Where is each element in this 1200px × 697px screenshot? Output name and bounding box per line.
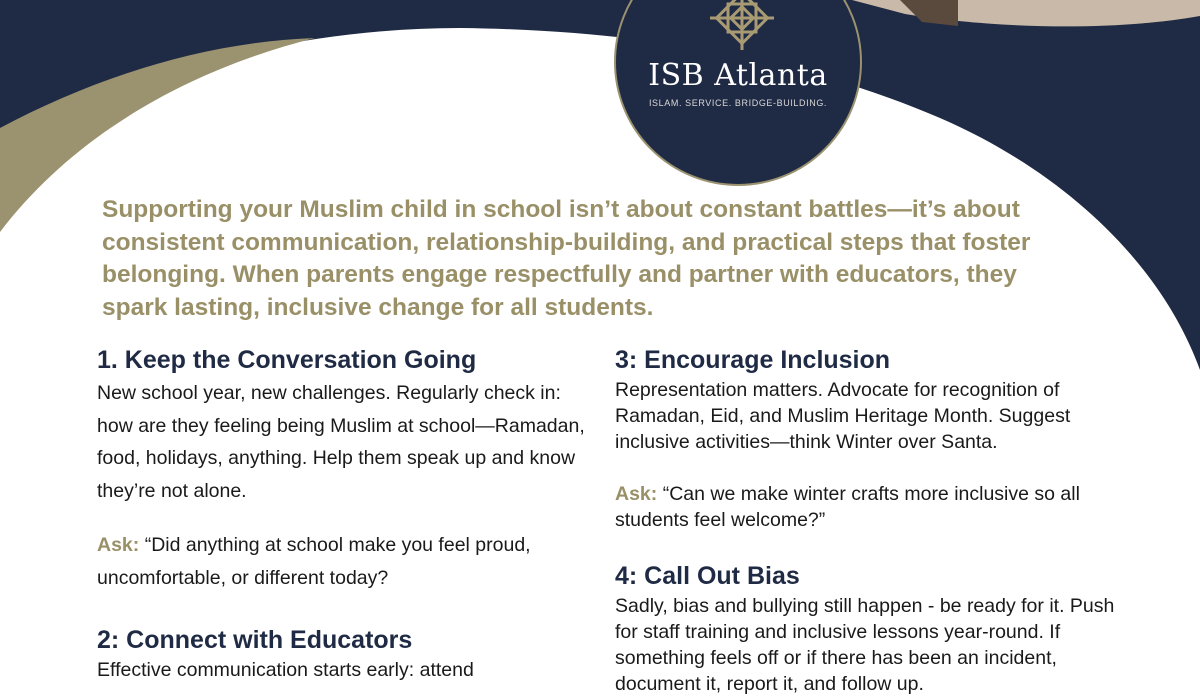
ask-label: Ask: xyxy=(615,483,658,505)
geometric-knot-icon xyxy=(704,0,780,54)
section-title: 3: Encourage Inclusion xyxy=(615,346,891,374)
brand-name: ISB Atlanta xyxy=(648,58,828,93)
section-body: Sadly, bias and bullying still happen - be ready for it. Push for staff training and inclusive lessons year-round. If something feels off or if there has been an incident, document it, report it, and follow up. xyxy=(615,595,1115,695)
ask-prompt xyxy=(615,481,1115,533)
brand-tagline: ISLAM. SERVICE. BRIDGE-BUILDING. xyxy=(648,98,828,108)
section-title: 2: Connect with Educators xyxy=(97,626,413,654)
ask-text: “Did anything at school make you feel proud, uncomfortable, or different today? xyxy=(97,534,531,589)
left-column xyxy=(97,343,597,683)
section-body: Effective communication starts early: attend xyxy=(97,659,474,681)
intro-paragraph: Supporting your Muslim child in school isn’t about constant battles—it’s about consistent communication, relationship-building, and practical steps that foster belonging. When parents engage respectfully and partner with educators, they spark lasting, inclusive change for all students. xyxy=(102,196,1031,321)
ask-label: Ask: xyxy=(97,534,140,556)
section-body: New school year, new challenges. Regularly check in: how are they feeling being Muslim at school—Ramadan, food, holidays, anything. Help them speak up and know they’re not alone. xyxy=(97,382,585,502)
right-column xyxy=(615,343,1115,697)
section-title: 1. Keep the Conversation Going xyxy=(97,346,477,374)
section-title: 4: Call Out Bias xyxy=(615,562,800,590)
ask-text: “Can we make winter crafts more inclusive so all students feel welcome?” xyxy=(615,483,1080,531)
section-body: Representation matters. Advocate for recognition of Ramadan, Eid, and Muslim Heritage Month. Suggest inclusive activities—think Winter over Santa. xyxy=(615,379,1071,453)
ask-prompt xyxy=(97,529,597,594)
